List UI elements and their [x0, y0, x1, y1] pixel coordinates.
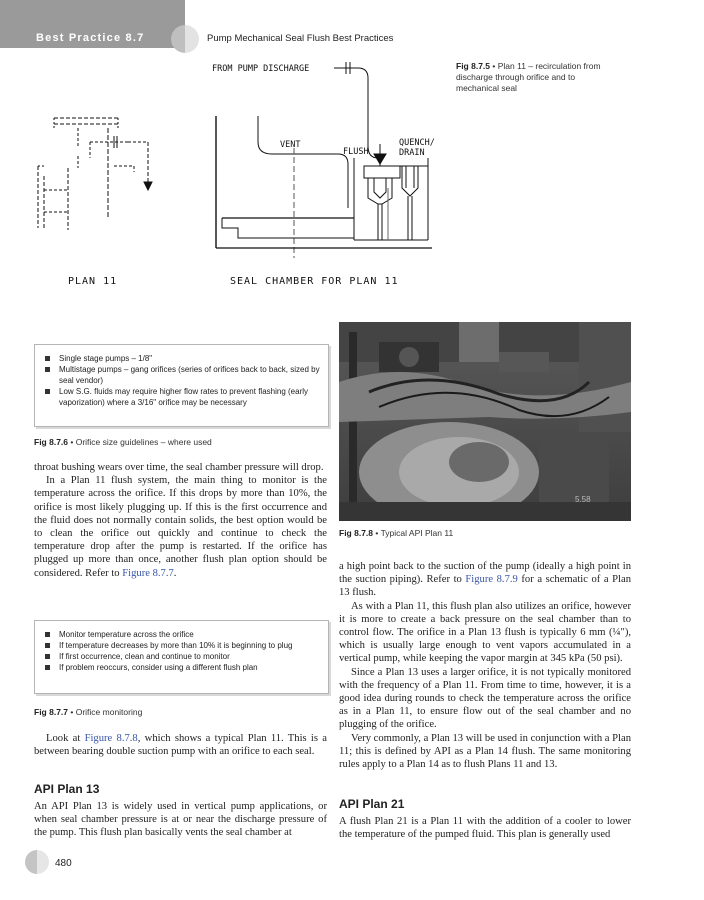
fig-8-7-8-caption: Fig 8.7.8 • Typical API Plan 11: [339, 528, 454, 538]
label-from-pump-discharge: FROM PUMP DISCHARGE: [212, 64, 310, 74]
paragraph: As with a Plan 11, this flush plan also utilizes an orifice, however it is more to create a back pressure on the seal chamber than to control flow. The orifice in a Plan 13 flush is typically 6 mm (¼"), which is usually large enough to vent vapors accumulated in a vertical pump, while keeping the vapor margin at 345 kPa (50 psi).: [339, 600, 631, 665]
paragraph-end: .: [173, 567, 177, 579]
caption-number: Fig 8.7.8: [339, 528, 374, 538]
left-column-text-2: [34, 732, 327, 758]
figure-link[interactable]: Figure 8.7.9: [465, 574, 518, 586]
caption-text: Orifice size guidelines – where used: [75, 437, 212, 447]
paragraph: An API Plan 13 is widely used in vertical pump applications, or when seal chamber pressure is at or near the discharge pressure of the pump. This flush plan basically vents the seal chamber at: [34, 801, 327, 839]
paragraph: A flush Plan 21 is a Plan 11 with the addition of a cooler to lower the temperature of the pumped fluid. This plan is generally used: [339, 816, 631, 841]
paragraph-end: , which shows a typical Plan 11. This is a between bearing double suction pump with an orifice to each seal.: [34, 733, 327, 758]
right-column-text-2: [339, 815, 631, 841]
paragraph: Since a Plan 13 uses a larger orifice, it is not typically monitored with the frequency of a Plan 11. From time to time, however, it is a good idea during rounds to check the temperature across the orifice as in a Plan 11, to ensure flow out of the seal chamber and no plugging of the orifice.: [339, 666, 631, 731]
orifice-monitoring-list: [35, 621, 328, 673]
right-column-text-1: [339, 560, 631, 771]
heading-api-plan-21: API Plan 21: [339, 797, 405, 811]
paragraph-end: for a schematic of a Plan 13 flush.: [339, 574, 631, 599]
section-label: Best Practice 8.7: [36, 32, 145, 44]
paragraph: [34, 732, 327, 758]
paragraph-text: a high point back to the suction of the pump (ideally a high point in the suction piping). Refer to: [339, 561, 631, 586]
footer-circle-ornament: [25, 850, 49, 874]
label-seal-chamber: SEAL CHAMBER FOR PLAN 11: [230, 276, 399, 287]
figure-link[interactable]: Figure 8.7.7: [122, 567, 174, 579]
label-quench: QUENCH/: [399, 138, 435, 148]
fig-8-7-7-caption: Fig 8.7.7 • Orifice monitoring: [34, 707, 143, 717]
label-flush: FLUSH: [343, 147, 369, 157]
caption-number: Fig 8.7.5: [456, 61, 491, 71]
photo-timestamp: 5.58: [575, 495, 591, 504]
orifice-size-guidelines-box: [34, 344, 329, 427]
label-quench-drain: [399, 138, 435, 158]
paragraph: Very commonly, a Plan 13 will be used in conjunction with a Plan 11; this is defined by API as a Plan 14 flush. The same monitoring rules apply to a Plan 14 as to flush Plans 11 and 13.: [339, 732, 631, 771]
caption-line-1: Plan 11 – recirculation from: [497, 61, 601, 71]
orifice-size-list: [35, 345, 328, 408]
paragraph: [34, 474, 327, 580]
list-item: If temperature decreases by more than 10% it is beginning to plug: [45, 640, 322, 651]
label-drain: DRAIN: [399, 148, 425, 158]
paragraph: throat bushing wears over time, the seal chamber pressure will drop.: [34, 462, 324, 473]
header-circle-ornament: [171, 25, 199, 53]
paragraph-text: Look at: [46, 733, 81, 744]
running-title: Pump Mechanical Seal Flush Best Practices: [207, 33, 394, 44]
caption-line-3: mechanical seal: [456, 83, 517, 93]
orifice-monitoring-box: [34, 620, 329, 694]
list-item: If problem reoccurs, consider using a different flush plan: [45, 662, 322, 673]
label-vent: VENT: [280, 140, 301, 150]
plan11-diagram: [28, 58, 448, 298]
caption-number: Fig 8.7.6: [34, 437, 69, 447]
caption-text: Orifice monitoring: [75, 707, 143, 717]
list-item: Low S.G. fluids may require higher flow rates to prevent flashing (early vaporization) where a 3/16" orifice may be necessary: [45, 386, 322, 408]
heading-api-plan-13: API Plan 13: [34, 782, 100, 796]
paragraph-text: In a Plan 11 flush system, the main thing to monitor is the temperature across the orifice. If this drops by more than 10%, the orifice is most likely plugging up. If this is the first occurrence and the fluid does not normally contain solids, the best option would be to clean the orifice out quickly and continue to check the temperature drop after the pump is restarted. If the orifice has plugged up more than once, another flush plan option should be considered. Refer to: [34, 475, 327, 579]
list-item: Multistage pumps – gang orifices (series of orifices back to back, sized by seal vendor): [45, 364, 322, 386]
caption-number: Fig 8.7.7: [34, 707, 69, 717]
list-item: If first occurrence, clean and continue to monitor: [45, 651, 322, 662]
pump-photo-illustration: [339, 322, 631, 521]
typical-plan-11-photo: [339, 322, 631, 521]
fig-8-7-6-caption: Fig 8.7.6 • Orifice size guidelines – where used: [34, 437, 212, 447]
fig-8-7-5-caption: Fig 8.7.5 • Plan 11 – recirculation from discharge through orifice and to mechanical seal: [456, 61, 601, 93]
caption-line-2: discharge through orifice and to: [456, 72, 576, 82]
figure-link[interactable]: Figure 8.7.8: [84, 733, 138, 744]
page-number: 480: [55, 858, 72, 869]
left-column-text-3: [34, 800, 327, 840]
label-plan-11: PLAN 11: [68, 276, 118, 287]
list-item: Monitor temperature across the orifice: [45, 629, 322, 640]
left-column-text-1: [34, 461, 327, 580]
list-item: Single stage pumps – 1/8": [45, 353, 322, 364]
caption-text: Typical API Plan 11: [380, 528, 454, 538]
paragraph: [339, 560, 631, 600]
